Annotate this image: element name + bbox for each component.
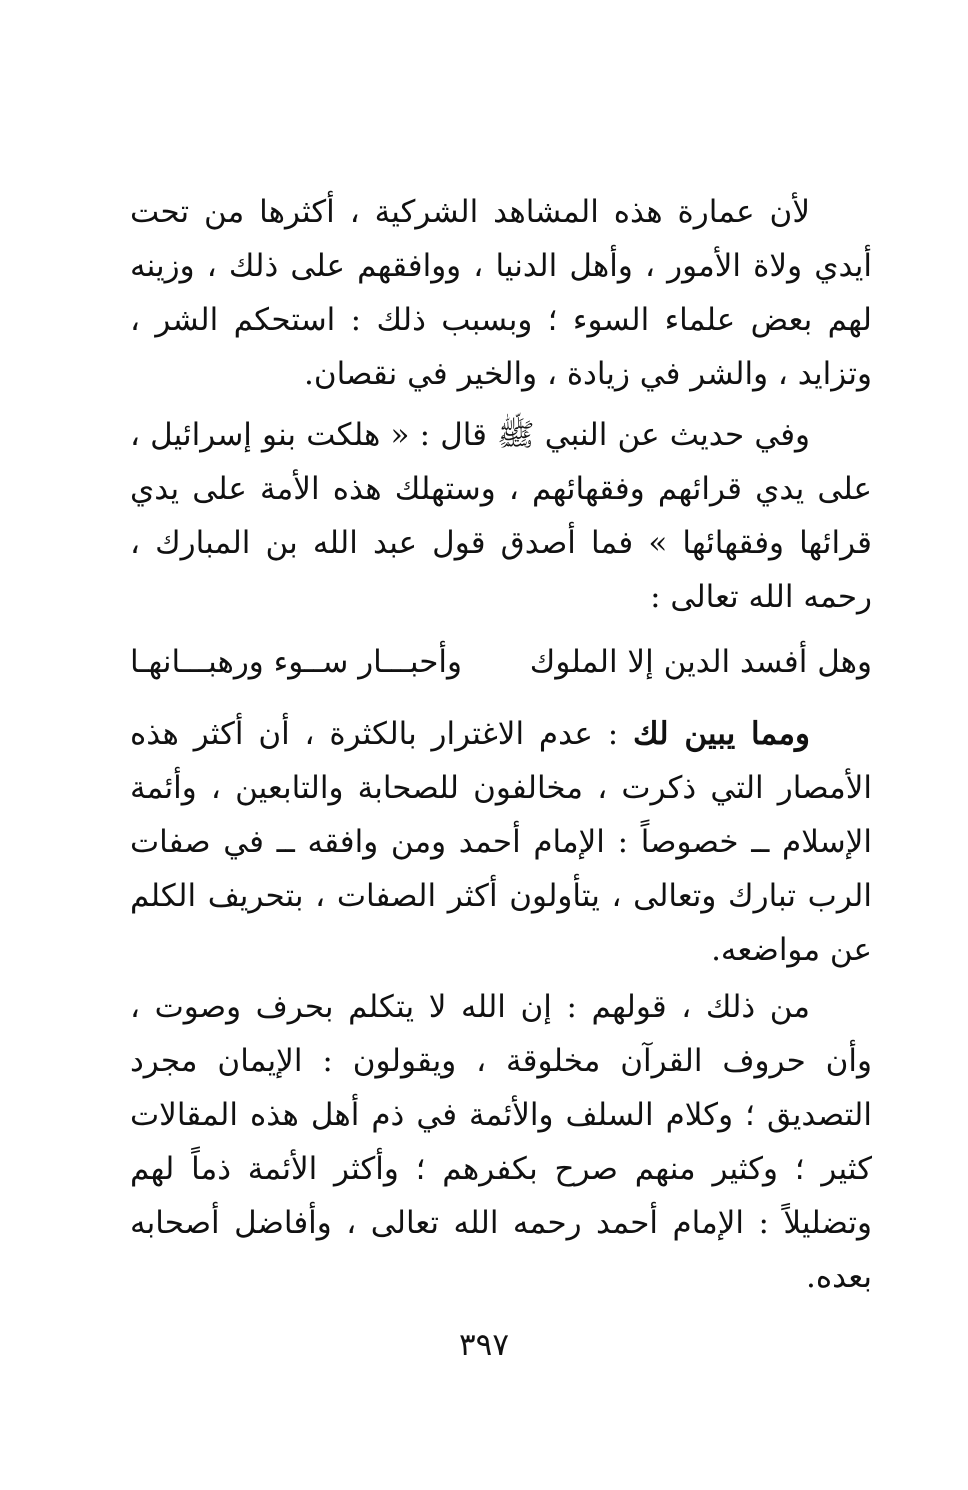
poetry-verse — [130, 635, 872, 689]
page-number: ٣٩٧ — [459, 1327, 509, 1363]
verse-first-hemistich: وهل أفسد الدين إلا الملوك — [529, 644, 872, 680]
paragraph-2 — [130, 408, 872, 624]
paragraph-3-bold-lead: ومما يبين لك — [633, 716, 810, 752]
paragraph-1 — [130, 185, 872, 401]
paragraph-4-text: من ذلك ، قولهم : إن الله لا يتكلم بحرف وصوت ، وأن حروف القرآن مخلوقة ، ويقولون : الإيمان مجرد التصديق ؛ وكلام السلف والأئمة في ذم أهل هذه المقالات كثير ؛ وكثير منهم صرح بكفرهم ؛ وأكثر الأئمة ذماً لهم وتضليلاً : الإمام أحمد رحمه الله تعالى ، وأفاضل أصحابه بعده. — [130, 989, 872, 1295]
verse-second-hemistich: وأحبـــار ســوء ورهبـــانهـا — [130, 644, 462, 680]
paragraph-3-body: : عدم الاغترار بالكثرة ، أن أكثر هذه الأمصار التي ذكرت ، مخالفون للصحابة والتابعين ، وأئمة الإسلام ــ خصوصاً : الإمام أحمد ومن وافقه ــ في صفات الرب تبارك وتعالى ، يتأولون أكثر الصفات ، بتحريف الكلم عن مواضعه. — [130, 716, 872, 968]
paragraph-2-text: وفي حديث عن النبي ﷺ قال : « هلكت بنو إسرائيل ، على يدي قرائهم وفقهائهم ، وستهلك هذه الأمة على يدي قرائها وفقهائها » فما أصدق قول عبد الله بن المبارك ، رحمه الله تعالى : — [130, 417, 872, 615]
paragraph-3 — [130, 707, 872, 977]
paragraph-1-text: لأن عمارة هذه المشاهد الشركية ، أكثرها من تحت أيدي ولاة الأمور ، وأهل الدنيا ، ووافقهم على ذلك ، وزينه لهم بعض علماء السوء ؛ وبسبب ذلك : استحكم الشر ، وتزايد ، والشر في زيادة ، والخير في نقصان. — [130, 194, 872, 392]
paragraph-4 — [130, 980, 872, 1304]
paragraph-3-text — [130, 707, 872, 977]
